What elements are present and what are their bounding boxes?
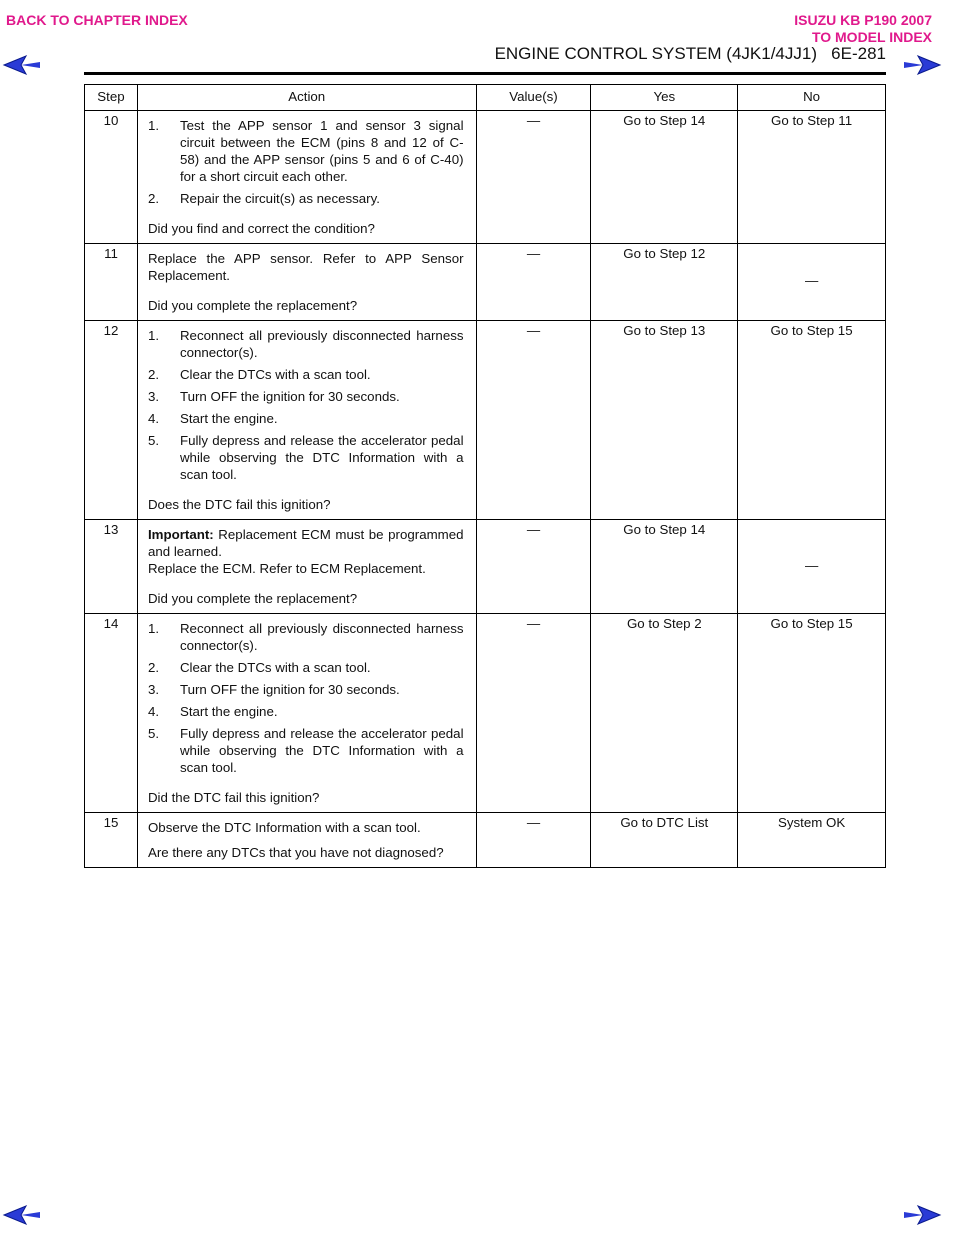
action-item xyxy=(148,327,464,361)
step-no-link[interactable]: Go to Step 15 xyxy=(738,321,886,520)
table-row xyxy=(85,111,886,244)
step-question: Does the DTC fail this ignition? xyxy=(147,497,331,512)
page-header xyxy=(84,44,886,75)
item-number: 3. xyxy=(147,389,160,404)
prev-page-arrow-icon[interactable] xyxy=(2,1205,42,1225)
model-title-link[interactable]: ISUZU KB P190 2007 xyxy=(794,12,932,28)
item-text: Start the engine. xyxy=(179,411,278,426)
important-note xyxy=(148,526,464,560)
action-item xyxy=(148,659,464,676)
item-text: Reconnect all previously disconnected harness connector(s). xyxy=(179,328,464,360)
step-no-link[interactable]: Go to Step 11 xyxy=(738,111,886,244)
item-number: 4. xyxy=(147,411,160,426)
step-number: 15 xyxy=(85,813,138,868)
column-header-step: Step xyxy=(85,85,138,111)
column-header-action: Action xyxy=(137,85,476,111)
action-item xyxy=(148,366,464,383)
step-question: Did you find and correct the condition? xyxy=(147,221,375,236)
column-header-no: No xyxy=(738,85,886,111)
action-item xyxy=(148,681,464,698)
item-number: 1. xyxy=(147,328,160,343)
table-row xyxy=(85,614,886,813)
action-item xyxy=(148,725,464,776)
item-text: Start the engine. xyxy=(179,704,278,719)
step-value: — xyxy=(476,520,591,614)
step-yes-link[interactable]: Go to Step 2 xyxy=(591,614,738,813)
step-action xyxy=(137,813,476,868)
item-text: Clear the DTCs with a scan tool. xyxy=(179,660,371,675)
step-number: 14 xyxy=(85,614,138,813)
next-page-arrow-icon[interactable] xyxy=(902,55,942,75)
step-value: — xyxy=(476,614,591,813)
step-number: 12 xyxy=(85,321,138,520)
item-number: 1. xyxy=(147,621,160,636)
important-label: Important: xyxy=(147,527,214,542)
item-text: Fully depress and release the accelerator pedal while observing the DTC Information with a scan tool. xyxy=(179,433,464,482)
step-value: — xyxy=(476,111,591,244)
item-text: Clear the DTCs with a scan tool. xyxy=(179,367,371,382)
item-number: 4. xyxy=(147,704,160,719)
step-value: — xyxy=(476,244,591,321)
item-number: 2. xyxy=(147,191,160,206)
action-text: Observe the DTC Information with a scan tool. xyxy=(147,820,421,835)
item-text: Test the APP sensor 1 and sensor 3 signal circuit between the ECM (pins 8 and 12 of C-58) and the APP sensor (pins 5 and 6 of C-40) for a short circuit each other. xyxy=(179,118,464,184)
table-row xyxy=(85,321,886,520)
step-question: Did the DTC fail this ignition? xyxy=(147,790,320,805)
step-value: — xyxy=(476,813,591,868)
step-yes-link[interactable]: Go to Step 14 xyxy=(591,111,738,244)
model-index-links xyxy=(794,12,932,46)
action-item xyxy=(148,117,464,185)
column-header-yes: Yes xyxy=(591,85,738,111)
prev-page-arrow-icon[interactable] xyxy=(2,55,42,75)
action-text: Replace the APP sensor. Refer to APP Sensor Replacement. xyxy=(147,251,464,283)
step-no-result: System OK xyxy=(738,813,886,868)
step-value: — xyxy=(476,321,591,520)
step-question: Did you complete the replacement? xyxy=(147,591,358,606)
step-yes-link[interactable]: Go to Step 14 xyxy=(591,520,738,614)
step-question: Did you complete the replacement? xyxy=(147,298,358,313)
item-number: 5. xyxy=(147,726,160,741)
step-number: 11 xyxy=(85,244,138,321)
important-text: Replacement ECM must be programmed and learned. xyxy=(147,527,464,559)
diagnostic-table xyxy=(84,84,886,868)
step-number: 13 xyxy=(85,520,138,614)
item-text: Turn OFF the ignition for 30 seconds. xyxy=(179,682,400,697)
step-action xyxy=(137,111,476,244)
action-item xyxy=(148,190,464,207)
action-item xyxy=(148,432,464,483)
table-row xyxy=(85,813,886,868)
action-item xyxy=(148,620,464,654)
item-number: 2. xyxy=(147,660,160,675)
item-text: Fully depress and release the accelerator pedal while observing the DTC Information with a scan tool. xyxy=(179,726,464,775)
page-title: ENGINE CONTROL SYSTEM (4JK1/4JJ1) 6E-281 xyxy=(494,44,886,63)
back-to-chapter-index-link[interactable]: BACK TO CHAPTER INDEX xyxy=(6,12,188,28)
step-action xyxy=(137,244,476,321)
next-page-arrow-icon[interactable] xyxy=(902,1205,942,1225)
step-action xyxy=(137,321,476,520)
step-no: — xyxy=(738,244,886,321)
table-row xyxy=(85,244,886,321)
to-model-index-link[interactable]: TO MODEL INDEX xyxy=(811,29,932,45)
action-item xyxy=(148,703,464,720)
item-number: 3. xyxy=(147,682,160,697)
step-yes-link[interactable]: Go to DTC List xyxy=(591,813,738,868)
step-action xyxy=(137,614,476,813)
item-text: Repair the circuit(s) as necessary. xyxy=(179,191,380,206)
item-text: Reconnect all previously disconnected harness connector(s). xyxy=(179,621,464,653)
table-header-row xyxy=(85,85,886,111)
item-number: 2. xyxy=(147,367,160,382)
step-yes-link[interactable]: Go to Step 12 xyxy=(591,244,738,321)
item-number: 1. xyxy=(147,118,160,133)
action-item xyxy=(148,388,464,405)
item-number: 5. xyxy=(147,433,160,448)
column-header-values: Value(s) xyxy=(476,85,591,111)
table-row xyxy=(85,520,886,614)
item-text: Turn OFF the ignition for 30 seconds. xyxy=(179,389,400,404)
step-no: — xyxy=(738,520,886,614)
step-number: 10 xyxy=(85,111,138,244)
step-question: Are there any DTCs that you have not diagnosed? xyxy=(147,845,444,860)
action-text: Replace the ECM. Refer to ECM Replacement. xyxy=(147,561,426,576)
step-no-link[interactable]: Go to Step 15 xyxy=(738,614,886,813)
action-item xyxy=(148,410,464,427)
step-action xyxy=(137,520,476,614)
step-yes-link[interactable]: Go to Step 13 xyxy=(591,321,738,520)
